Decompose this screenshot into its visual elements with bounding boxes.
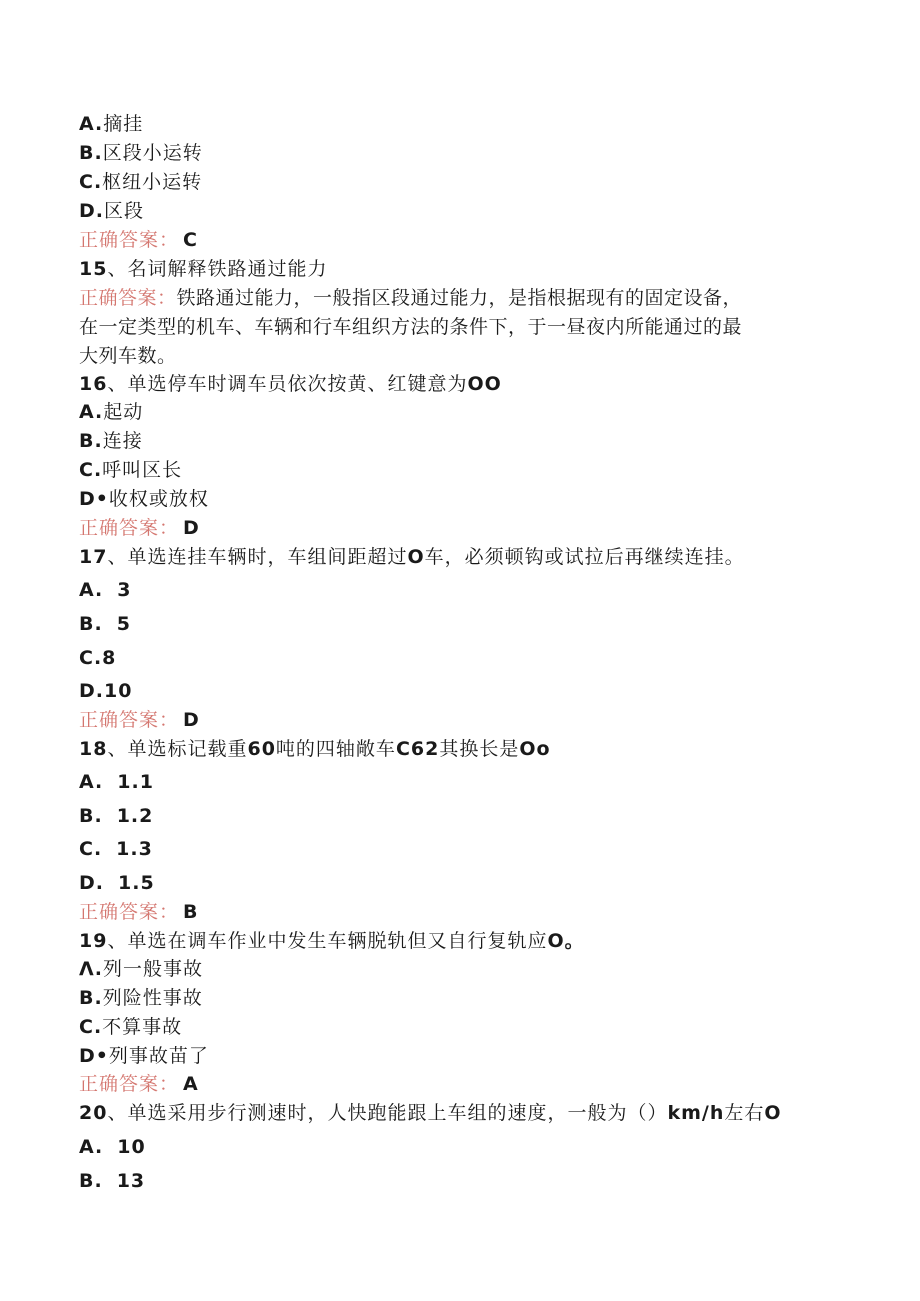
option-letter: C.: [79, 838, 103, 860]
option-c: [79, 169, 202, 195]
option-b: [79, 140, 203, 166]
option-a: [79, 1134, 146, 1160]
option-text: 摘挂: [103, 113, 144, 135]
option-text: 列险性事故: [102, 987, 203, 1009]
answer-label: 正确答案：: [79, 709, 180, 731]
option-text: 10: [117, 1136, 146, 1158]
option-letter: A.: [79, 771, 104, 793]
option-text: 13: [116, 1170, 146, 1192]
option-d: [79, 678, 132, 704]
option-d: [79, 1043, 209, 1069]
option-letter: B.: [79, 1170, 103, 1192]
option-text: 收权或放权: [108, 488, 209, 510]
question-16: [79, 371, 502, 397]
option-c: [79, 836, 153, 862]
option-b: [79, 985, 203, 1011]
option-letter: D.: [79, 872, 104, 894]
answer-label: 正确答案：: [79, 901, 180, 923]
option-letter: C.: [79, 647, 103, 669]
option-letter: B.: [79, 430, 103, 452]
option-c: [79, 1014, 182, 1040]
question-text: 、单选采用步行测速时，人快跑能跟上车组的速度，一般为（）: [107, 1102, 668, 1124]
question-text: 、单选在调车作业中发生车辆脱轨但又自行复轨应: [107, 930, 548, 952]
answer-label: 正确答案：: [79, 517, 180, 539]
option-a: [79, 769, 154, 795]
option-letter: B.: [79, 613, 103, 635]
option-text: 区段小运转: [102, 142, 203, 164]
answer-label: 正确答案：: [79, 287, 177, 309]
option-text: 1.5: [118, 872, 155, 894]
option-text: 起动: [103, 401, 144, 423]
option-d: [79, 870, 155, 896]
question-number: 15: [79, 258, 108, 280]
option-a: [79, 577, 132, 603]
question-text: 、单选停车时调车员依次按黄、红键意为: [107, 373, 468, 395]
option-letter: Λ.: [79, 958, 103, 980]
question-number: 18: [79, 738, 108, 760]
option-b: [79, 611, 131, 637]
option-text: 1.1: [117, 771, 154, 793]
option-text: 8: [102, 647, 117, 669]
answer-value: B: [183, 901, 199, 923]
question-blank: O: [764, 1102, 782, 1124]
answer-line: [79, 899, 199, 925]
question-text: 车，必须顿钩或试拉后再继续连挂。: [424, 546, 745, 568]
option-a: [79, 399, 143, 425]
option-text: 呼叫区长: [102, 459, 183, 481]
answer-line: [79, 227, 198, 253]
option-text: 枢纽小运转: [102, 171, 203, 193]
option-letter: A.: [79, 1136, 104, 1158]
answer-value: D: [183, 709, 200, 731]
option-text: 1.3: [116, 838, 153, 860]
question-blank: OO: [467, 373, 502, 395]
option-b: [79, 803, 153, 829]
option-a: [79, 956, 203, 982]
option-text: 1.2: [116, 805, 154, 827]
answer-value: D: [183, 517, 200, 539]
option-text: 列事故苗了: [108, 1045, 209, 1067]
question-18: [79, 736, 551, 762]
question-text: 、单选连挂车辆时，车组间距超过: [107, 546, 408, 568]
option-d: [79, 198, 144, 224]
question-text: 、单选标记载重: [107, 738, 248, 760]
question-text: 吨的四轴敞车: [275, 738, 396, 760]
option-text: 10: [104, 680, 133, 702]
answer-label: 正确答案：: [79, 229, 180, 251]
explanation-line: 在一定类型的机车、车辆和行车组织方法的条件下，于一昼夜内所能通过的最: [79, 316, 743, 338]
question-19: [79, 928, 585, 954]
question-number: 16: [79, 373, 108, 395]
question-15: [79, 256, 327, 282]
question-text: 、名词解释铁路通过能力: [107, 258, 328, 280]
option-letter: D.: [79, 200, 104, 222]
option-text: 5: [116, 613, 131, 635]
option-c: [79, 457, 182, 483]
question-number: 19: [79, 930, 108, 952]
option-text: 连接: [102, 430, 143, 452]
option-letter: C.: [79, 1016, 103, 1038]
question-20: [79, 1100, 782, 1126]
option-letter: B.: [79, 805, 103, 827]
option-letter: A.: [79, 401, 104, 423]
option-text: 3: [117, 579, 132, 601]
option-d: [79, 486, 209, 512]
explanation-line: 铁路通过能力，一般指区段通过能力，是指根据现有的固定设备，: [176, 287, 743, 309]
option-text: 不算事故: [102, 1016, 183, 1038]
question-text: 左右: [724, 1102, 765, 1124]
answer-line: [79, 515, 200, 541]
question-blank: O: [407, 546, 425, 568]
option-letter: D•: [79, 488, 109, 510]
answer-value: C: [183, 229, 198, 251]
option-letter: A.: [79, 113, 104, 135]
option-letter: D.: [79, 680, 104, 702]
option-a: [79, 111, 143, 137]
question-text: 其换长是: [439, 738, 520, 760]
question-blank: Oo: [519, 738, 551, 760]
option-letter: B.: [79, 142, 103, 164]
option-letter: B.: [79, 987, 103, 1009]
question-blank: O。: [547, 930, 585, 952]
option-letter: A.: [79, 579, 104, 601]
option-letter: D•: [79, 1045, 109, 1067]
option-b: [79, 428, 143, 454]
option-letter: C.: [79, 459, 103, 481]
question-number: 17: [79, 546, 108, 568]
question-17: [79, 544, 745, 570]
option-c: [79, 645, 116, 671]
wagon-model: C62: [395, 738, 440, 760]
question-number: 20: [79, 1102, 108, 1124]
answer-label: 正确答案：: [79, 1073, 180, 1095]
answer-value: A: [183, 1073, 199, 1095]
explanation-line: 大列车数。: [79, 345, 177, 367]
option-text: 列一般事故: [102, 958, 203, 980]
speed-unit: km/h: [667, 1102, 725, 1124]
answer-explanation: [79, 285, 742, 311]
option-text: 区段: [104, 200, 145, 222]
option-letter: C.: [79, 171, 103, 193]
answer-line: [79, 707, 200, 733]
answer-line: [79, 1071, 199, 1097]
question-number-value: 60: [247, 738, 276, 760]
option-b: [79, 1168, 145, 1194]
